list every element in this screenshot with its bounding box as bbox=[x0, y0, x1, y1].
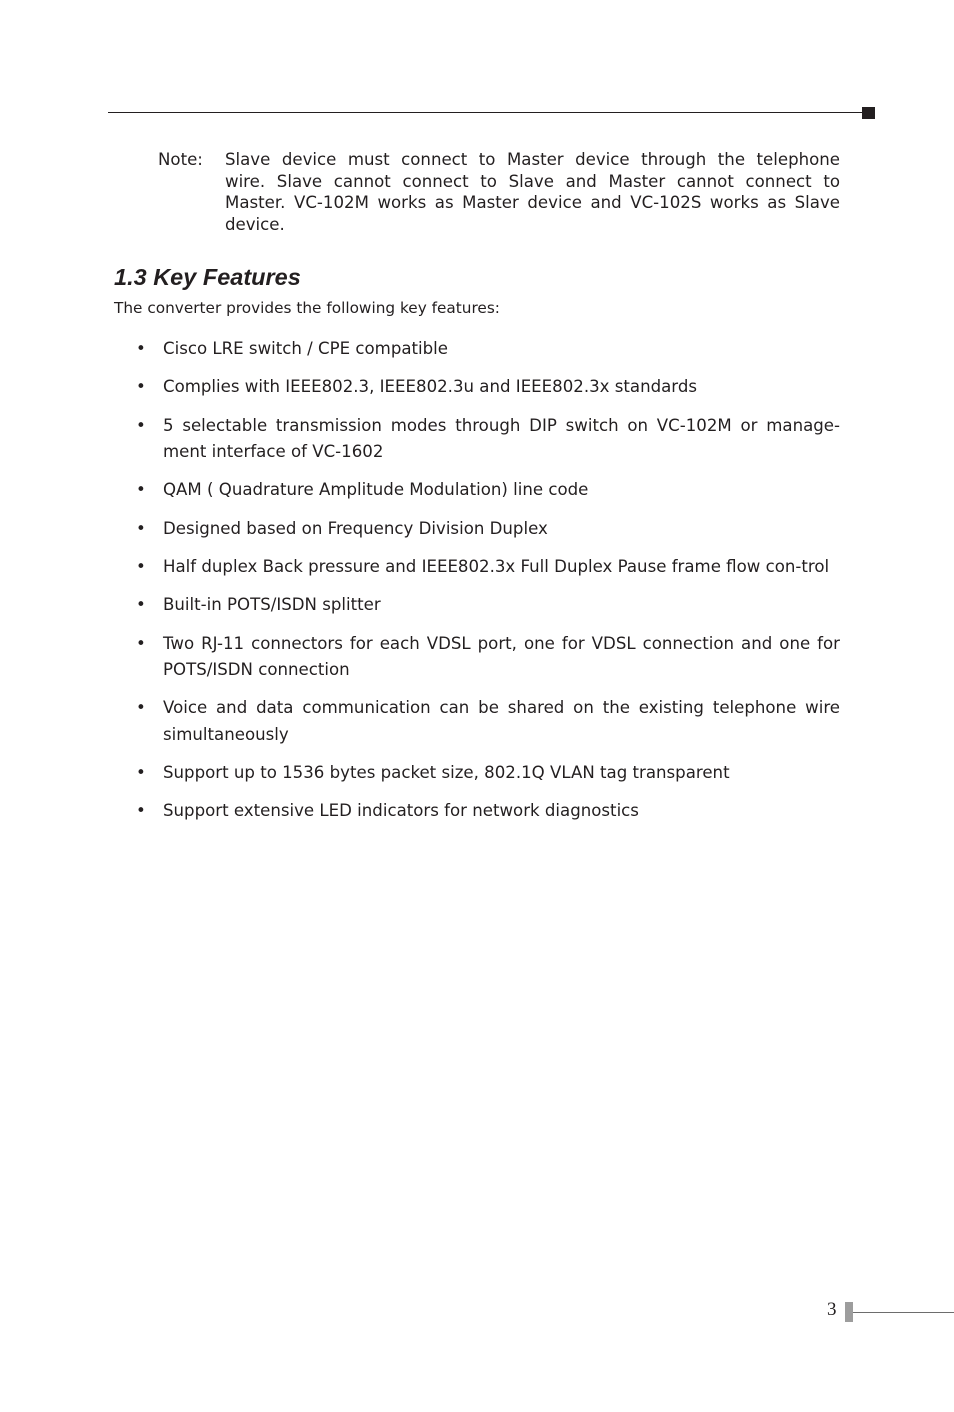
feature-item bbox=[136, 374, 840, 401]
feature-item bbox=[136, 477, 840, 504]
footer-tab-marker bbox=[845, 1302, 853, 1322]
feature-text: Support extensive LED indicators for network diagnostics bbox=[163, 801, 639, 821]
header-rule bbox=[108, 112, 864, 113]
section-intro: The converter provides the following key features: bbox=[114, 299, 500, 317]
feature-text: Two RJ-11 connectors for each VDSL port, one for VDSL connection and one for POTS/ISDN connection bbox=[163, 633, 840, 680]
note-label: Note: bbox=[158, 150, 203, 169]
feature-item bbox=[136, 798, 840, 825]
feature-item bbox=[136, 695, 840, 748]
bullet-icon: • bbox=[136, 556, 146, 576]
feature-text: 5 selectable transmission modes through DIP switch on VC-102M or manage-ment interface of VC-1602 bbox=[163, 415, 840, 462]
bullet-icon: • bbox=[136, 518, 146, 538]
header-square-marker bbox=[862, 107, 875, 119]
feature-item bbox=[136, 554, 840, 581]
bullet-icon: • bbox=[136, 633, 146, 653]
bullet-icon: • bbox=[136, 339, 146, 358]
footer-rule bbox=[853, 1312, 954, 1313]
feature-text: Designed based on Frequency Division Duplex bbox=[163, 518, 548, 538]
feature-text: Voice and data communication can be shared on the existing telephone wire simultaneously bbox=[163, 698, 840, 744]
feature-text: QAM ( Quadrature Amplitude Modulation) line code bbox=[163, 480, 589, 500]
feature-item bbox=[136, 631, 840, 684]
feature-text: Built-in POTS/ISDN splitter bbox=[163, 595, 381, 615]
bullet-icon: • bbox=[136, 763, 146, 783]
feature-item bbox=[136, 413, 840, 466]
feature-text: Complies with IEEE802.3, IEEE802.3u and IEEE802.3x standards bbox=[163, 377, 697, 397]
bullet-icon: • bbox=[136, 415, 146, 435]
note-text: Slave device must connect to Master device through the telephone wire. Slave cannot connect to Slave and Master cannot connect to Master. VC-102M works as Master device and VC-102S works as Slave device. bbox=[225, 150, 840, 234]
feature-text: Cisco LRE switch / CPE compatible bbox=[163, 339, 449, 358]
feature-item bbox=[136, 516, 840, 543]
bullet-icon: • bbox=[136, 801, 146, 821]
section-title: 1.3 Key Features bbox=[114, 264, 301, 290]
bullet-icon: • bbox=[136, 698, 146, 718]
feature-text: Support up to 1536 bytes packet size, 802.1Q VLAN tag transparent bbox=[163, 763, 730, 783]
bullet-icon: • bbox=[136, 377, 146, 397]
page-number: 3 bbox=[827, 1299, 837, 1320]
bullet-icon: • bbox=[136, 480, 146, 500]
feature-item bbox=[136, 592, 840, 619]
note-block bbox=[158, 149, 840, 235]
feature-text: Half duplex Back pressure and IEEE802.3x Full Duplex Pause frame flow con-trol bbox=[163, 556, 830, 576]
feature-item bbox=[136, 336, 840, 363]
feature-list bbox=[136, 336, 840, 837]
bullet-icon: • bbox=[136, 595, 146, 615]
feature-item bbox=[136, 760, 840, 787]
